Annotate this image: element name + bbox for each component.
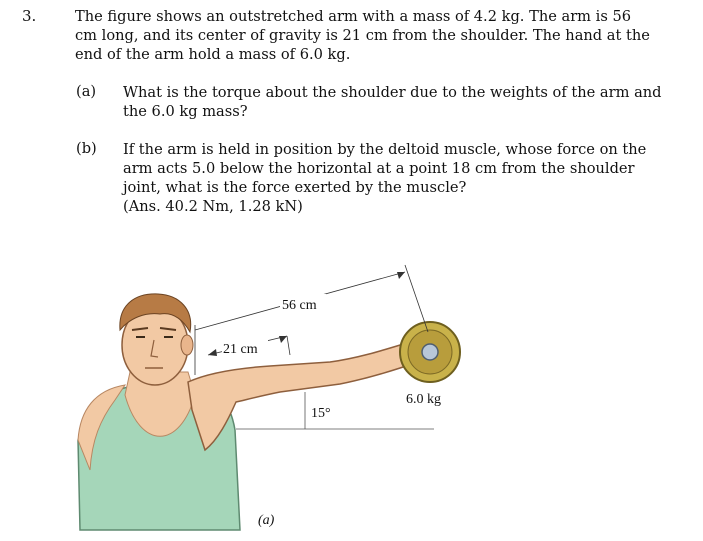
- part-b-text: If the arm is held in position by the deltoid muscle, whose force on the arm acts 5.0 below the horizontal at a point 18 cm from the shoulder joint, what is the force exerted by the muscle?: [123, 141, 647, 196]
- label-mass: 6.0 kg: [406, 392, 441, 407]
- part-a-text: What is the torque about the shoulder due to the weights of the arm and the 6.0 kg mass?: [123, 84, 662, 120]
- dimension-56cm-arrow: [397, 272, 405, 279]
- problem-number: 3.: [22, 7, 37, 25]
- figure-caption: (a): [258, 513, 275, 528]
- part-a-label: (a): [76, 83, 97, 100]
- ear: [181, 335, 193, 355]
- answer-text: (Ans. 40.2 Nm, 1.28 kN): [123, 198, 303, 215]
- label-56cm: 56 cm: [282, 298, 317, 313]
- problem-intro: The figure shows an outstretched arm with a mass of 4.2 kg. The arm is 56 cm long, and its center of gravity is 21 cm from the shoulder. The hand at the end of the arm hold a mass of 6.0 kg.: [75, 8, 650, 63]
- mass-disk-hub: [422, 344, 438, 360]
- part-b-label: (b): [76, 140, 97, 157]
- label-21cm: 21 cm: [223, 342, 258, 357]
- label-angle: 15°: [311, 406, 331, 421]
